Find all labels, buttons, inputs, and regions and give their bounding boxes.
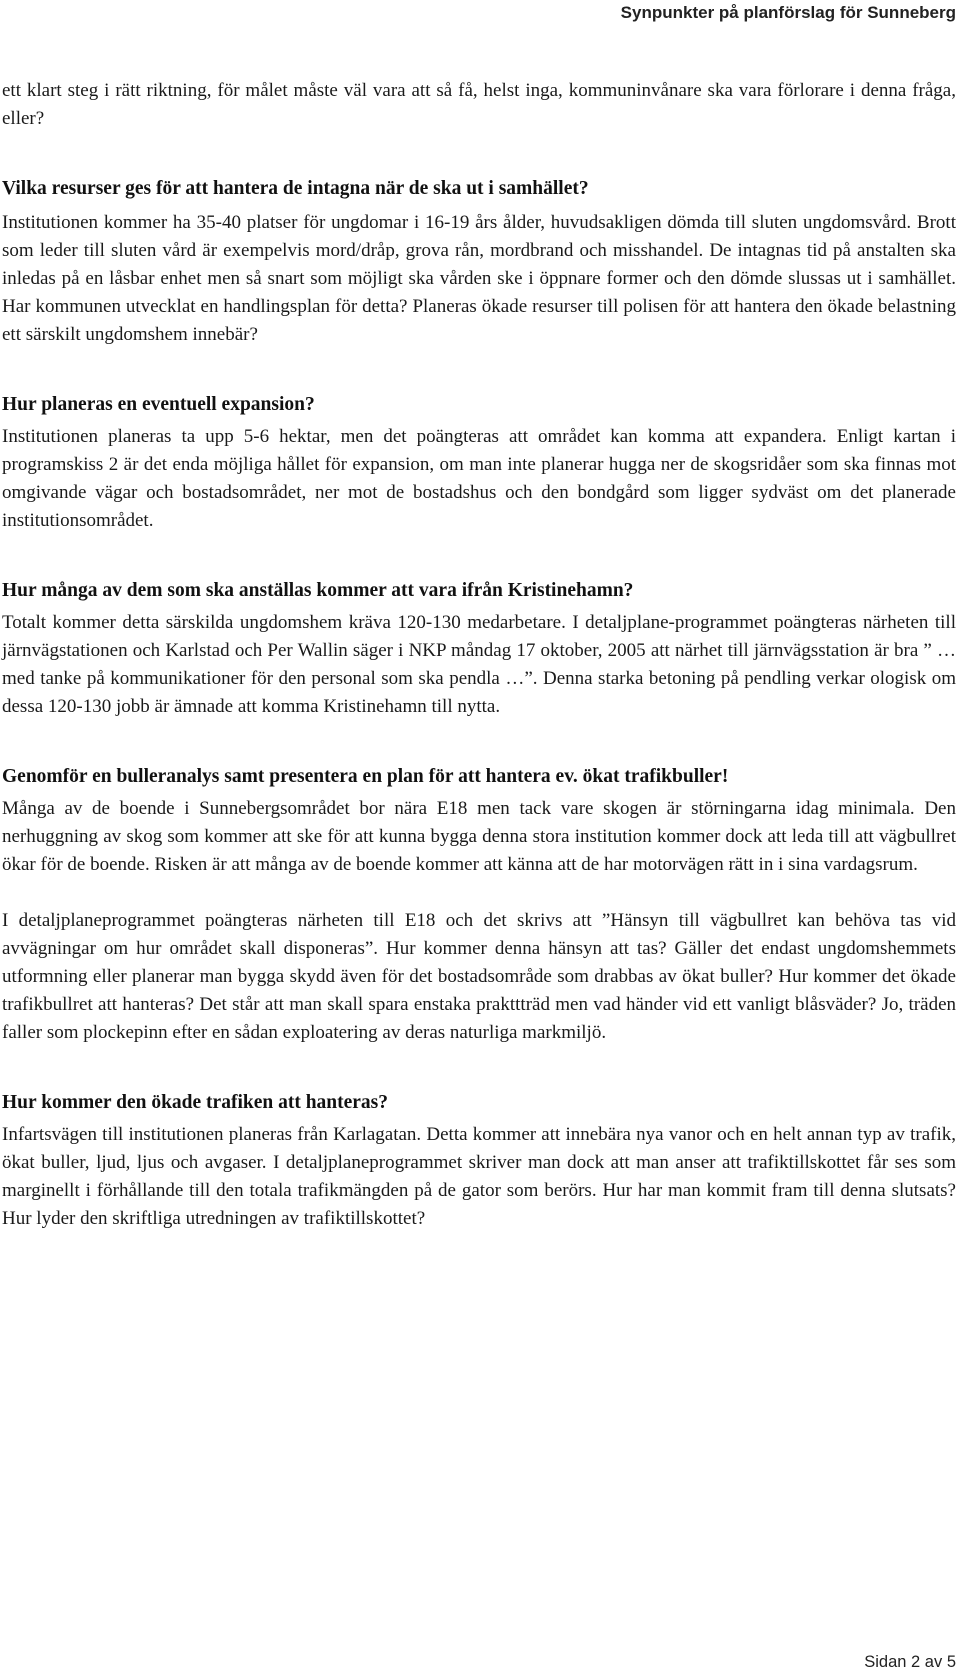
section-noise-analysis <box>2 763 956 1047</box>
section-heading: Hur kommer den ökade trafiken att hanteras? <box>2 1092 389 1113</box>
section-paragraph: Många av de boende i Sunnebergsområdet bor nära E18 men tack vare skogen är störningarna idag minimala. Den nerhuggning av skog som kommer att ske för att kunna bygga denna stora institution kommer dock att leda till att vägbullret ökar för de boende. Risken är att många av de boende kommer att känna att de har motorvägen rätt in i sina vardagsrum. <box>2 798 956 875</box>
section-resources <box>2 175 956 349</box>
section-heading: Vilka resurser ges för att hantera de intagna när de ska ut i samhället? <box>2 178 589 199</box>
section-paragraph: Totalt kommer detta särskilda ungdomshem kräva 120-130 medarbetare. I detaljplane-programmet poängteras närheten till järnvägstationen och Karlstad och Per Wallin säger i NKP måndag 17 oktober, 2005 att närhet till järnvägsstation är bra ” … med tanke på kommunikationer för den personal som ska pendla …”. Denna starka betoning på pendling verkar ologisk om dessa 120-130 jobb är ämnade att komma Kristinehamn till nytta. <box>2 612 956 717</box>
running-header: Synpunkter på planförslag för Sunneberg <box>620 3 956 22</box>
section-paragraph: Institutionen kommer ha 35-40 platser för ungdomar i 16-19 års ålder, huvudsakligen dömda till sluten ungdomsvård. Brott som leder till sluten vård är exempelvis mord/dråp, grova rån, mordbrand och misshandel. De intagnas tid på anstalten ska inledas på en låsbar enhet men så snart som möjligt ska vården ske i öppnare former och den dömde slussas ut i samhället. Har kommunen utvecklat en handlingsplan för detta? Planeras ökade resurser till polisen för att hantera den ökade belastning ett särskilt ungdomshem innebär? <box>2 212 956 345</box>
section-paragraph: I detaljplaneprogrammet poängteras närheten till E18 och det skrivs att ”Hänsyn till vägbullret kan behöva tas vid avvägningar om hur området skall disponeras”. Hur kommer denna hänsyn att tas? Gäller det endast ungdomshemmets utformning eller planerar man bygga skydd även för det bostadsområde som drabbas av ökat buller? Hur kommer det ökade trafikbullret att hanteras? Det står att man skall spara enstaka prakttträd men vad händer vid ett vanligt blåsväder? Jo, träden faller som plockepinn efter en sådan exploatering av deras naturliga markmiljö. <box>2 910 956 1043</box>
section-paragraph: Infartsvägen till institutionen planeras från Karlagatan. Detta kommer att innebära nya vanor och en helt annan typ av trafik, ökat buller, ljud, ljus och avgaser. I detaljplaneprogrammet skriver man dock att man anser att trafiktillskottet får ses som marginellt i förhållande till den totala trafikmängden på de gator som berörs. Hur har man kommit fram till denna slutsats? Hur lyder den skriftliga utredningen av trafiktillskottet? <box>2 1124 956 1229</box>
section-paragraph: Institutionen planeras ta upp 5-6 hektar, men det poängteras att området kan komma att expandera. Enligt kartan i programskiss 2 är det enda möjliga hållet för expansion, om man inte planerar hugga ner de skogsridåer som ska finnas mot omgivande vägar och bostadsområdet, ner mot de bostadshus och den bondgård som ligger sydväst om det planerade institutionsområdet. <box>2 426 956 531</box>
section-heading: Genomför en bulleranalys samt presentera en plan för att hantera ev. ökat trafikbuller! <box>2 766 729 787</box>
section-employment <box>2 577 956 721</box>
section-heading: Hur planeras en eventuell expansion? <box>2 394 315 415</box>
page-number: Sidan 2 av 5 <box>864 1653 956 1671</box>
section-heading: Hur många av dem som ska anställas kommer att vara ifrån Kristinehamn? <box>2 580 634 601</box>
document-body <box>2 77 956 1233</box>
section-expansion <box>2 391 956 535</box>
intro-paragraph: ett klart steg i rätt riktning, för målet måste väl vara att så få, helst inga, kommuninvånare ska vara förlorare i denna fråga, eller? <box>2 80 956 129</box>
section-traffic <box>2 1089 956 1233</box>
